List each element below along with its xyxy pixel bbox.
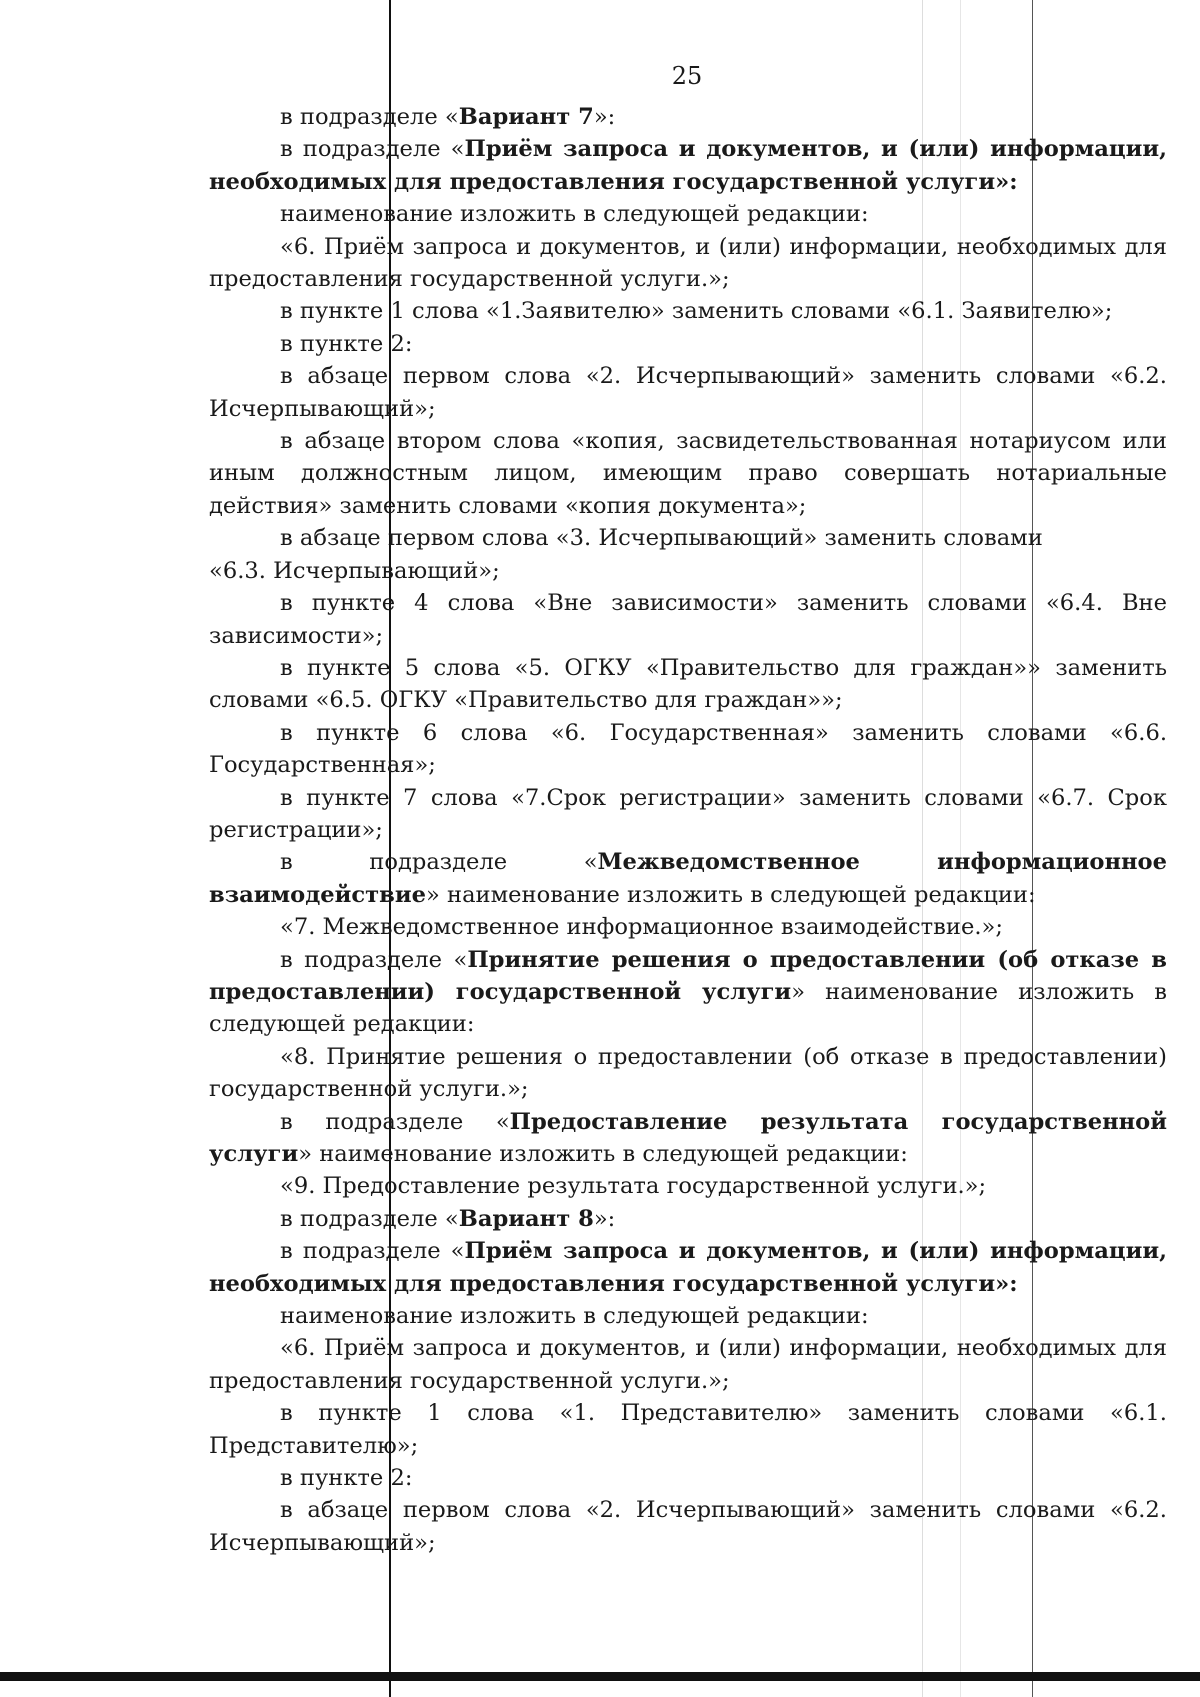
page-number: 25 <box>671 62 703 90</box>
scan-bottom-band <box>0 1672 1200 1681</box>
paragraph: «6.3. Исчерпывающий»; <box>209 557 500 584</box>
paragraph: в пункте 7 слова «7.Срок регистрации» заменить словами «6.7. Срок регистрации»; <box>209 784 1167 843</box>
paragraph: в абзаце первом слова «2. Исчерпывающий» заменить словами «6.2. Исчерпывающий»; <box>209 363 1167 422</box>
paragraph: в пункте 2: <box>280 1465 413 1492</box>
paragraph: в пункте 4 слова «Вне зависимости» заменить словами «6.4. Вне зависимости»; <box>209 590 1167 649</box>
paragraph: в абзаце первом слова «2. Исчерпывающий» заменить словами «6.2. Исчерпывающий»; <box>209 1497 1167 1556</box>
paragraph: в подразделе «Приём запроса и документов, и (или) информации, необходимых для предоставления государственной услуги»: <box>209 1238 1167 1297</box>
paragraph: в пункте 1 слова «1. Представителю» заменить словами «6.1. Представителю»; <box>209 1400 1167 1459</box>
paragraph: в подразделе «Вариант 8»: <box>280 1205 616 1232</box>
paragraph: в подразделе «Межведомственное информационное взаимодействие» наименование изложить в следующей редакции: <box>209 849 1167 908</box>
paragraph: в абзаце первом слова «3. Исчерпывающий» заменить словами <box>280 525 1043 552</box>
paragraph: в подразделе «Предоставление результата государственной услуги» наименование изложить в следующей редакции: <box>209 1108 1167 1167</box>
paragraph: в пункте 2: <box>280 330 413 357</box>
paragraph: наименование изложить в следующей редакции: <box>280 1303 869 1330</box>
page-number-container <box>0 62 1200 90</box>
paragraph: в абзаце втором слова «копия, засвидетельствованная нотариусом или иным должностным лицом, имеющим право совершать нотариальные действия» заменить словами «копия документа»; <box>209 428 1167 519</box>
paragraph: наименование изложить в следующей редакции: <box>280 201 869 228</box>
document-body <box>209 101 1167 1559</box>
paragraph: «9. Предоставление результата государственной услуги.»; <box>280 1173 987 1200</box>
paragraph: в пункте 1 слова «1.Заявителю» заменить словами «6.1. Заявителю»; <box>280 298 1113 325</box>
paragraph: «6. Приём запроса и документов, и (или) информации, необходимых для предоставления государственной услуги.»; <box>209 233 1167 293</box>
paragraph: «7. Межведомственное информационное взаимодействие.»; <box>280 914 1003 941</box>
paragraph: в подразделе «Приём запроса и документов, и (или) информации, необходимых для предоставления государственной услуги»: <box>209 136 1167 195</box>
paragraph: «6. Приём запроса и документов, и (или) информации, необходимых для предоставления государственной услуги.»; <box>209 1335 1167 1394</box>
paragraph: «8. Принятие решения о предоставлении (об отказе в предоставлении) государственной услуги.»; <box>209 1043 1167 1103</box>
paragraph: в пункте 6 слова «6. Государственная» заменить словами «6.6. Государственная»; <box>209 719 1167 779</box>
paragraph: в пункте 5 слова «5. ОГКУ «Правительство для граждан»» заменить словами «6.5. ОГКУ «Правительство для граждан»»; <box>209 654 1167 714</box>
paragraph: в подразделе «Вариант 7»: <box>280 104 616 130</box>
paragraph: в подразделе «Принятие решения о предоставлении (об отказе в предоставлении) государственной услуги» наименование изложить в следующей редакции: <box>209 946 1167 1038</box>
